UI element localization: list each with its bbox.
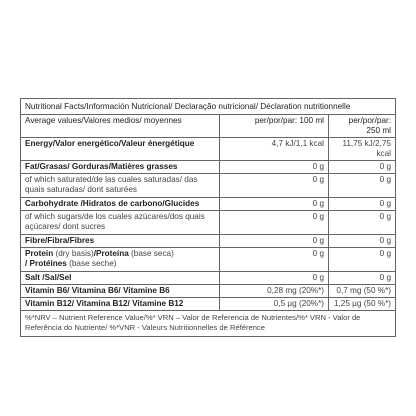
protein-label-es: /Proteína: [93, 249, 129, 258]
nutrition-grid: [21, 115, 395, 310]
row-value-250ml: 0 g: [329, 161, 396, 174]
row-value-100ml: 0,28 mg (20%*): [220, 285, 329, 298]
row-vitamin-b6: [21, 285, 395, 298]
row-value-250ml: 0 g: [329, 235, 396, 248]
row-value-100ml: 4,7 kJ/1,1 kcal: [220, 138, 329, 161]
row-value-250ml: 0 g: [329, 174, 396, 198]
row-value-250ml: 11,75 kJ/2,75 kcal: [329, 138, 396, 161]
row-value-100ml: 0 g: [220, 161, 329, 174]
nutrition-facts-table: [20, 98, 396, 337]
row-value-100ml: 0 g: [220, 198, 329, 211]
row-value-250ml: 0 g: [329, 248, 396, 272]
row-value-250ml: 0,7 mg (50 %*): [329, 285, 396, 298]
row-fat: [21, 161, 395, 174]
row-sugars: [21, 211, 395, 235]
header-row: [21, 115, 395, 138]
protein-note-fr: (base seche): [69, 259, 117, 268]
row-label: Energy/Valor energético/Valeur énergétique: [21, 138, 220, 161]
row-salt: [21, 272, 395, 285]
row-value-100ml: 0 g: [220, 272, 329, 285]
row-energy: [21, 138, 395, 161]
protein-note-es: (base seca): [131, 249, 174, 258]
row-fibre: [21, 235, 395, 248]
row-value-250ml: 0 g: [329, 198, 396, 211]
protein-note-en: (dry basis): [55, 249, 94, 258]
row-label: Vitamin B6/ Vitamina B6/ Vitamine B6: [21, 285, 220, 298]
footnote: %*NRV – Nutrient Reference Value/%* VRN – Valor de Referencia de Nutrientes/%* VRN - Valor de Referência do Nutriente/ %*VNR - Valeurs Nutritionnelles de Référence: [21, 310, 395, 336]
row-value-250ml: 1,25 µg (50 %*): [333, 299, 391, 308]
protein-label-en: Protein: [25, 249, 54, 258]
row-vitamin-b12: [21, 298, 395, 311]
row-label: of which saturated/de las cuales saturadas/ das quais saturadas/ dont saturées: [21, 174, 220, 198]
header-col-100ml: per/por/par: 100 ml: [220, 115, 329, 138]
row-label: Carbohydrate /Hidratos de carbono/Glucides: [21, 198, 220, 211]
row-value-100ml: 0,5 µg (20%*): [220, 298, 329, 311]
row-carbohydrate: [21, 198, 395, 211]
row-value-250ml: 0 g: [329, 272, 396, 285]
table-title: Nutritional Facts/Información Nutricional/ Declaração nutricional/ Déclaration nutritionnelle: [21, 99, 395, 115]
row-label: Fibre/Fibra/Fibres: [21, 235, 220, 248]
row-saturated: [21, 174, 395, 198]
row-value-100ml: 0 g: [220, 248, 329, 272]
row-value-100ml: 0 g: [220, 211, 329, 235]
row-label: of which sugars/de los cuales azúcares/dos quais açúcares/ dont sucres: [21, 211, 220, 235]
row-label: Fat/Grasas/ Gorduras/Matières grasses: [21, 161, 220, 174]
row-label: Vitamin B12/ Vitamina B12/ Vitamine B12: [21, 298, 220, 311]
header-label: Average values/Valores medios/ moyennes: [21, 115, 220, 138]
row-value-100ml: 0 g: [220, 174, 329, 198]
row-protein: [21, 248, 395, 272]
row-value-100ml: 0 g: [220, 235, 329, 248]
row-label: Salt /Sal/Sel: [21, 272, 220, 285]
protein-label-fr: / Protéines: [25, 259, 67, 268]
row-value-250ml: 0 g: [329, 211, 396, 235]
row-label: [21, 248, 220, 272]
header-col-250ml: per/por/par: 250 ml: [329, 115, 396, 138]
